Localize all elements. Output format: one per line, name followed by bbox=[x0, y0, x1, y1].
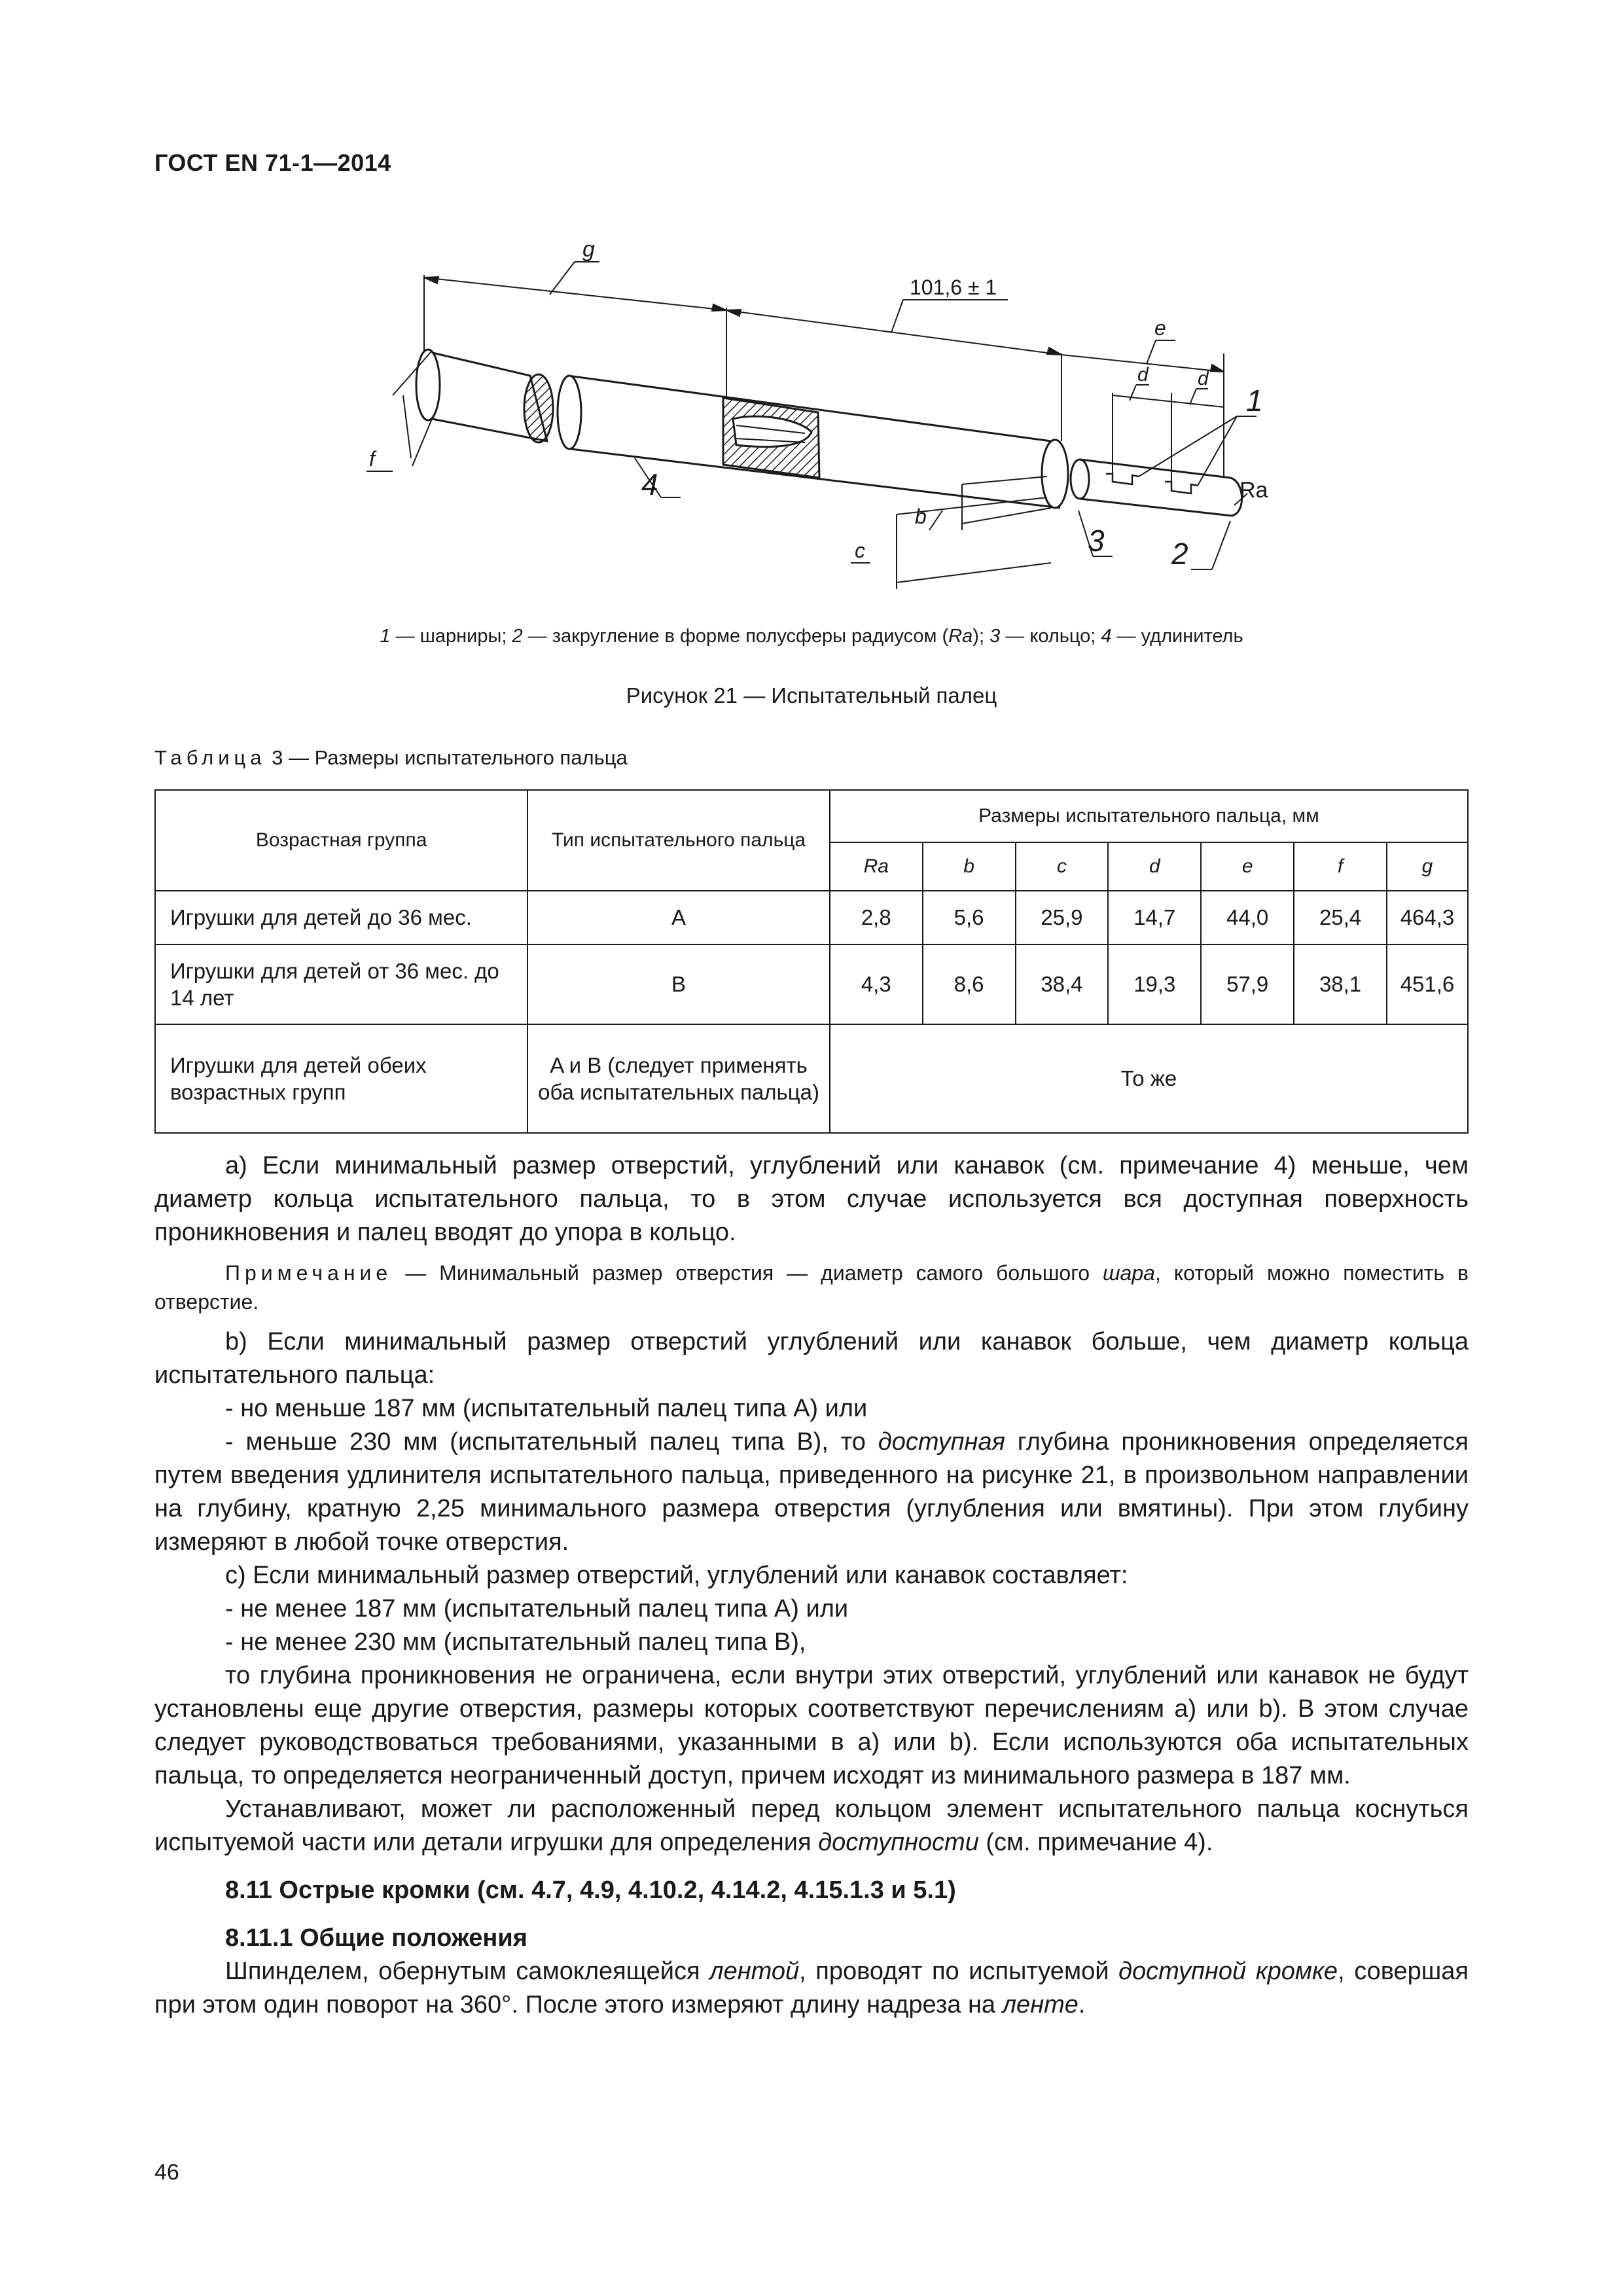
cell-value: 14,7 bbox=[1108, 891, 1201, 944]
table-title-text: 3 — Размеры испытательного пальца bbox=[266, 746, 628, 769]
cell-group: Игрушки для детей до 36 мес. bbox=[155, 891, 527, 944]
legend-text-3: — кольцо; bbox=[1000, 626, 1101, 647]
callout-3: 3 bbox=[1088, 524, 1105, 558]
label-f: f bbox=[369, 447, 375, 471]
header-age-group: Возрастная группа bbox=[155, 790, 527, 891]
label-b: b bbox=[915, 505, 927, 528]
label-101-6: 101,6 ± 1 bbox=[910, 276, 997, 299]
section-heading-8-11-1: 8.11.1 Общие положения bbox=[225, 1924, 527, 1952]
header-col-f: f bbox=[1294, 842, 1387, 891]
note-text-1: — Минимальный размер отверстия — диаметр самого большого bbox=[392, 1261, 1103, 1285]
page-number: 46 bbox=[154, 2160, 179, 2185]
header-col-g: g bbox=[1387, 842, 1468, 891]
cell-value: 25,4 bbox=[1294, 891, 1387, 944]
b-item-2-text-2: глубина проникновения определяется путем введения удлинителя испытательного пальца, приведенного на рисунке 21, в произвольном направлении на глубину, кратную 2,25 минимального размера отверстия (углубления или вмятины). При этом глубину измеряют в любой точке отверстия. bbox=[154, 1428, 1469, 1556]
cell-value: 2,8 bbox=[830, 891, 923, 944]
legend-num-4: 4 bbox=[1101, 626, 1112, 647]
cell-value: 57,9 bbox=[1201, 944, 1294, 1024]
legend-ra: Ra bbox=[948, 626, 973, 647]
callout-1: 1 bbox=[1246, 384, 1263, 418]
label-d-2: d bbox=[1198, 368, 1209, 389]
header-col-d: d bbox=[1108, 842, 1201, 891]
b-item-2-italic: доступная bbox=[878, 1428, 1005, 1456]
label-c: c bbox=[855, 539, 865, 562]
label-d-1: d bbox=[1137, 364, 1149, 386]
body-text bbox=[154, 1149, 1469, 2022]
last-italic-1: лентой bbox=[709, 1958, 800, 1985]
c-continuation: то глубина проникновения не ограничена, если внутри этих отверстий, углублений или канавок не будут установлены еще другие отверстия, размеры которых соответствуют перечислениям а) или b). В этом случае следует руководствоваться требованиями, указанными в а) или b). Если используются оба испытательных пальца, то определяется неограниченный доступ, причем исходят из минимального размера в 187 мм. bbox=[154, 1662, 1469, 1789]
cell-type: A и B (следует применять оба испытательных пальца) bbox=[527, 1024, 830, 1133]
last-italic-3: ленте bbox=[1002, 1991, 1079, 2018]
b-item-2 bbox=[154, 1426, 1469, 1559]
b-item-2-text-1: - меньше 230 мм (испытательный палец типа В), то bbox=[225, 1428, 878, 1456]
cell-value: 38,4 bbox=[1016, 944, 1109, 1024]
test-finger-figure bbox=[353, 223, 1335, 589]
header-dimensions: Размеры испытательного пальца, мм bbox=[830, 790, 1468, 842]
legend-text-4: — удлинитель bbox=[1111, 626, 1243, 647]
paragraph-d-text-2: (см. примечание 4). bbox=[978, 1829, 1213, 1856]
extension-cylinder bbox=[558, 376, 1068, 508]
label-e: e bbox=[1154, 316, 1166, 340]
figure-legend bbox=[0, 626, 1623, 647]
legend-text-2b: ); bbox=[972, 626, 990, 647]
paragraph-d-italic: доступности bbox=[818, 1829, 979, 1856]
paragraph-last bbox=[154, 1955, 1469, 2022]
header-col-e: e bbox=[1201, 842, 1294, 891]
figure-caption: Рисунок 21 — Испытательный палец bbox=[626, 683, 997, 708]
callout-4: 4 bbox=[641, 467, 658, 501]
table-row bbox=[155, 1024, 1468, 1133]
cell-value: 4,3 bbox=[830, 944, 923, 1024]
document-header: ГОСТ EN 71-1—2014 bbox=[154, 149, 391, 176]
header-col-c: c bbox=[1016, 842, 1109, 891]
legend-text-2: — закругление в форме полусферы радиусом ( bbox=[522, 626, 949, 647]
cell-same: То же bbox=[830, 1024, 1468, 1133]
last-text-4: . bbox=[1078, 1991, 1086, 2018]
note-italic: шара bbox=[1102, 1261, 1155, 1285]
table-row bbox=[155, 944, 1468, 1024]
cell-value: 44,0 bbox=[1201, 891, 1294, 944]
table-title bbox=[154, 746, 628, 770]
cell-value: 25,9 bbox=[1016, 891, 1109, 944]
table-row bbox=[155, 891, 1468, 944]
paragraph-a: а) Если минимальный размер отверстий, углублений или канавок (см. примечание 4) меньше, чем диаметр кольца испытательного пальца, то в этом случае используется вся доступная поверхность проникновения и палец вводят до упора в кольцо. bbox=[154, 1152, 1469, 1246]
paragraph-c: с) Если минимальный размер отверстий, углублений или канавок составляет: bbox=[225, 1562, 1128, 1589]
paragraph-d bbox=[154, 1793, 1469, 1859]
finger-tip bbox=[1071, 459, 1242, 516]
cell-type: B bbox=[527, 944, 830, 1024]
note-text-2: , который можно поместить в отверстие. bbox=[154, 1261, 1469, 1314]
last-text-1: Шпинделем, обернутым самоклеящейся bbox=[225, 1958, 710, 1985]
label-g: g bbox=[582, 237, 595, 262]
cell-group: Игрушки для детей от 36 мес. до 14 лет bbox=[155, 944, 527, 1024]
legend-num-1: 1 bbox=[380, 626, 391, 647]
legend-num-3: 3 bbox=[990, 626, 1001, 647]
cell-value: 19,3 bbox=[1108, 944, 1201, 1024]
table-title-label: Таблица bbox=[154, 746, 266, 769]
dimensions-table bbox=[154, 789, 1469, 1134]
cell-value: 38,1 bbox=[1294, 944, 1387, 1024]
legend-num-2: 2 bbox=[512, 626, 523, 647]
left-cylinder-segment bbox=[416, 350, 553, 442]
paragraph-b: b) Если минимальный размер отверстий углублений или канавок больше, чем диаметр кольца испытательного пальца: bbox=[154, 1328, 1469, 1389]
note bbox=[154, 1259, 1469, 1316]
last-italic-2: доступной кромке bbox=[1118, 1958, 1338, 1985]
cell-group: Игрушки для детей обеих возрастных групп bbox=[155, 1024, 527, 1133]
b-item-1: - но меньше 187 мм (испытательный палец типа А) или bbox=[225, 1395, 868, 1422]
paragraph-d-text-1: Устанавливают, может ли расположенный перед кольцом элемент испытательного пальца коснуться испытуемой части или детали игрушки для определения bbox=[154, 1795, 1469, 1856]
c-item-1: - не менее 187 мм (испытательный палец типа А) или bbox=[225, 1595, 849, 1623]
cell-type: A bbox=[527, 891, 830, 944]
callout-2: 2 bbox=[1171, 537, 1188, 571]
legend-text-1: — шарниры; bbox=[390, 626, 512, 647]
label-ra: Ra bbox=[1240, 478, 1268, 503]
cell-value: 8,6 bbox=[923, 944, 1016, 1024]
c-item-2: - не менее 230 мм (испытательный палец типа В), bbox=[225, 1628, 806, 1656]
cell-value: 5,6 bbox=[923, 891, 1016, 944]
cell-value: 451,6 bbox=[1387, 944, 1468, 1024]
section-heading-8-11: 8.11 Острые кромки (см. 4.7, 4.9, 4.10.2, 4.14.2, 4.15.1.3 и 5.1) bbox=[225, 1876, 956, 1904]
header-finger-type: Тип испытательного пальца bbox=[527, 790, 830, 891]
header-col-b: b bbox=[923, 842, 1016, 891]
last-text-3: , совершая при этом один поворот на 360°. После этого измеряют длину надреза на bbox=[154, 1958, 1469, 2018]
last-text-2: , проводят по испытуемой bbox=[799, 1958, 1119, 1985]
header-col-ra: Ra bbox=[830, 842, 923, 891]
note-label: Примечание bbox=[225, 1261, 393, 1285]
cell-value: 464,3 bbox=[1387, 891, 1468, 944]
